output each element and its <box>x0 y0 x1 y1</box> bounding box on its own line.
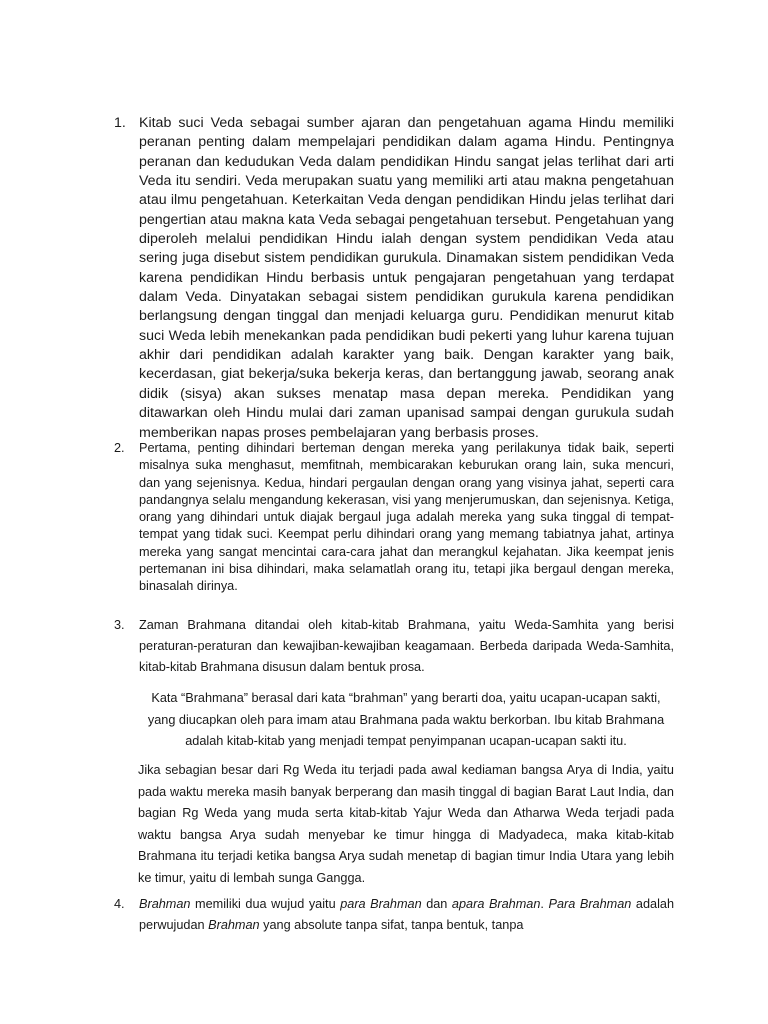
italic-term: apara <box>451 897 485 911</box>
paragraph-zaman-brahmana: Zaman Brahmana ditandai oleh kitab-kitab Brahmana, yaitu Weda-Samhita yang berisi peraturan-peraturan dan kewajiban-kewajiban keagamaan. Berbeda daripada Weda-Samhita, kitab-kitab Brahmana disusun dalam bentuk prosa. <box>139 618 674 674</box>
italic-term: para Brahman <box>340 897 422 911</box>
text-run: . <box>540 897 549 911</box>
list-number: 1. <box>114 115 126 131</box>
text-run: yang absolute tanpa sifat, tanpa bentuk, tanpa <box>259 918 524 932</box>
paragraph-kata-brahmana: Kata “Brahmana” berasal dari kata “brahman” yang berarti doa, yaitu ucapan-ucapan sakti, yang diucapkan oleh para imam atau Brahmana pada waktu berkorban. Ibu kitab Brahmana adalah kitab-kitab yang menjadi tempat penyimpanan ucapan-ucapan sakti itu. <box>147 691 665 748</box>
list-number: 3. <box>114 618 125 632</box>
paragraph-rg-weda: Jika sebagian besar dari Rg Weda itu terjadi pada awal kediaman bangsa Arya di India, yaitu pada waktu mereka masih banyak berperang dan masih tinggal di bagian Barat Laut India, dan bagian Rg Weda yang muda serta kitab-kitab Yajur Weda dan Atharwa Weda terjadi pada waktu bangsa Arya sudah menyebar ke timur hingga di Madyadeca, maka kitab-kitab Brahmana itu terjadi ketika bangsa Arya sudah menetap di bagian timur India Utara yang lebih ke timur, yaitu di lembah sunga Gangga. <box>138 763 674 885</box>
italic-term: Brahman <box>208 918 260 932</box>
text-run: adalah perwujudan <box>139 897 675 932</box>
paragraph-veda: Kitab suci Veda sebagai sumber ajaran dan pengetahuan agama Hindu memiliki peranan penting dalam mempelajari pendidikan dalam agama Hindu. Pentingnya peranan dan kedudukan Veda dalam pendidikan Hindu sangat jelas terlihat dari arti Veda itu sendiri. Veda merupakan suatu yang memiliki arti atau makna pengetahuan atau ilmu pengetahuan. Keterkaitan Veda dengan pendidikan Hindu jelas terlihat dari pengertian atau makna kata Veda sebagai pengetahuan tersebut. Pengetahuan yang diperoleh melalui pendidikan Hindu ialah dengan system pendidikan Veda atau sering juga disebut sistem pendidikan gurukula. Dinamakan sistem pendidikan Veda karena pendidikan Hindu berbasis untuk pengajaran pengetahuan yang terdapat dalam Veda. Dinyatakan sebagai sistem pendidikan gurukula karena pendidikan berlangsung dengan tinggal dan menjadi keluarga guru. Pendidikan menurut kitab suci Weda lebih menekankan pada pendidikan budi pekerti yang luhur karena tujuan akhir dari pendidikan adalah karakter yang baik. Dengan karakter yang baik, kecerdasan, giat bekerja/suka bekerja keras, dan bertanggung jawab, seorang anak didik (sisya) akan sukses menatap masa depan mereka. Pendidikan yang ditawarkan oleh Hindu mulai dari zaman upanisad sampai dengan gurukula sudah memberikan napas proses pembelajaran yang berbasis proses. <box>139 115 674 441</box>
paragraph-brahman <box>139 894 674 936</box>
italic-term: Brahman <box>488 897 541 911</box>
text-run: memiliki dua wujud yaitu <box>190 897 341 911</box>
paragraph-pergaulan: Pertama, penting dihindari berteman dengan mereka yang perilakunya tidak baik, seperti misalnya suka menghasut, memfitnah, membicarakan keburukan orang lain, suka mencuri, dan yang sejenisnya. Kedua, hindari pergaulan dengan orang yang visinya jahat, seperti cara pandangnya selalu mengandung kekerasan, visi yang menjerumuskan, dan sejenisnya. Ketiga, orang yang dihindari untuk diajak bergaul juga adalah mereka yang suka tinggal di tempat-tempat yang tidak suci. Keempat perlu dihindari orang yang memang tabiatnya jahat, artinya mereka yang sangat mencintai cara-cara jahat dan merangkul kejahatan. Jika keempat jenis pertemanan ini bisa dihindari, maka selamatlah orang itu, tetapi jika bergaul dengan mereka, binasalah dirinya. <box>139 441 674 594</box>
text-run: dan <box>421 897 452 911</box>
italic-term: Brahman <box>139 897 191 911</box>
italic-term: Para Brahman <box>548 897 632 911</box>
list-number: 2. <box>114 441 125 455</box>
list-number: 4. <box>114 897 125 911</box>
